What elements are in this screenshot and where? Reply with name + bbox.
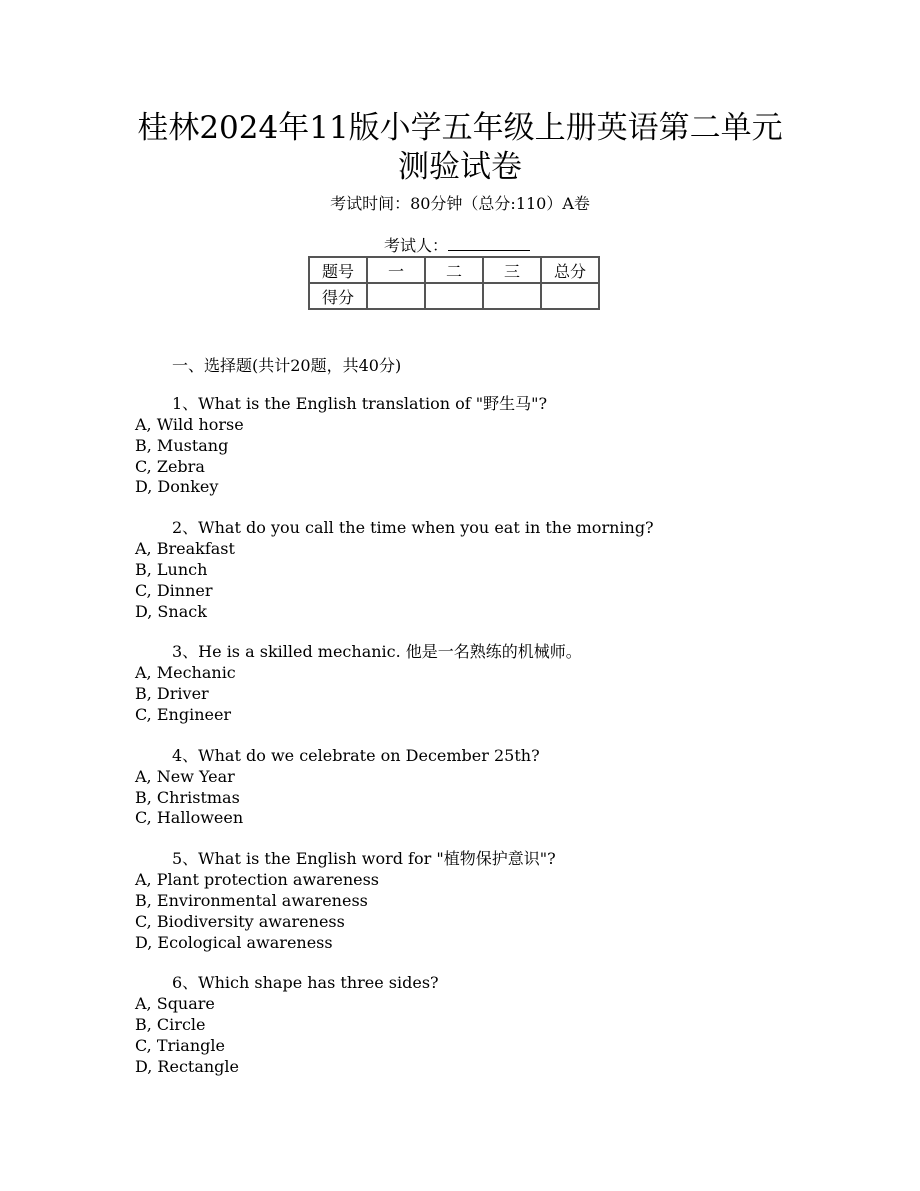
score-header-cell: 一 — [367, 257, 425, 283]
section-title: 一、选择题(共计20题，共40分) — [172, 356, 402, 375]
option-d: D, Rectangle — [135, 1056, 240, 1076]
score-table — [308, 256, 600, 310]
score-cell — [367, 283, 425, 309]
option-c: C, Engineer — [135, 704, 232, 724]
option-a: A, Breakfast — [135, 539, 235, 559]
question-4 — [135, 745, 895, 829]
exam-info: 考试时间：80分钟（总分:110）A卷 — [330, 194, 590, 213]
option-b: B, Circle — [135, 1015, 206, 1035]
option-c: C, Halloween — [135, 808, 244, 828]
option-c: C, Biodiversity awareness — [135, 911, 345, 931]
option-a: A, Square — [135, 994, 215, 1014]
score-header-cell: 三 — [483, 257, 541, 283]
score-row-label: 得分 — [309, 283, 367, 309]
option-c: C, Triangle — [135, 1035, 225, 1055]
score-header-cell: 总分 — [541, 257, 599, 283]
score-header-cell: 二 — [425, 257, 483, 283]
score-table-score-row — [309, 283, 599, 309]
option-b: B, Mustang — [135, 435, 229, 455]
score-cell — [425, 283, 483, 309]
option-d: D, Donkey — [135, 477, 219, 497]
page-title-line2: 测验试卷 — [398, 149, 522, 185]
question-stem: 1、What is the English translation of "野生马"? — [172, 394, 548, 413]
question-stem: 5、What is the English word for "植物保护意识"? — [172, 849, 556, 869]
option-d: D, Ecological awareness — [135, 932, 333, 952]
option-d: D, Snack — [135, 601, 207, 621]
option-a: A, Mechanic — [135, 663, 236, 683]
question-list — [135, 393, 895, 1097]
score-header-cell: 题号 — [309, 257, 367, 283]
page-title-line1: 桂林2024年11版小学五年级上册英语第二单元 — [137, 110, 783, 146]
option-b: B, Christmas — [135, 787, 240, 807]
question-stem: 6、Which shape has three sides? — [172, 973, 439, 993]
question-2 — [135, 517, 895, 622]
option-a: A, Plant protection awareness — [135, 870, 380, 890]
question-stem: 3、He is a skilled mechanic. 他是一名熟练的机械师。 — [172, 642, 582, 662]
option-c: C, Zebra — [135, 456, 205, 476]
score-cell — [541, 283, 599, 309]
examiner-line — [384, 233, 530, 256]
option-c: C, Dinner — [135, 580, 213, 600]
option-a: A, New Year — [135, 766, 235, 786]
question-stem: 4、What do we celebrate on December 25th? — [172, 745, 540, 765]
score-cell — [483, 283, 541, 309]
option-a: A, Wild horse — [135, 415, 244, 434]
question-3 — [135, 641, 895, 725]
score-table-header-row — [309, 257, 599, 283]
option-b: B, Environmental awareness — [135, 890, 368, 910]
option-b: B, Driver — [135, 684, 209, 704]
question-5 — [135, 848, 895, 953]
question-stem: 2、What do you call the time when you eat in the morning? — [172, 518, 654, 538]
examiner-blank — [448, 236, 530, 251]
question-6 — [135, 972, 895, 1077]
examiner-label: 考试人： — [384, 236, 449, 255]
question-1 — [135, 393, 895, 498]
option-b: B, Lunch — [135, 559, 208, 579]
